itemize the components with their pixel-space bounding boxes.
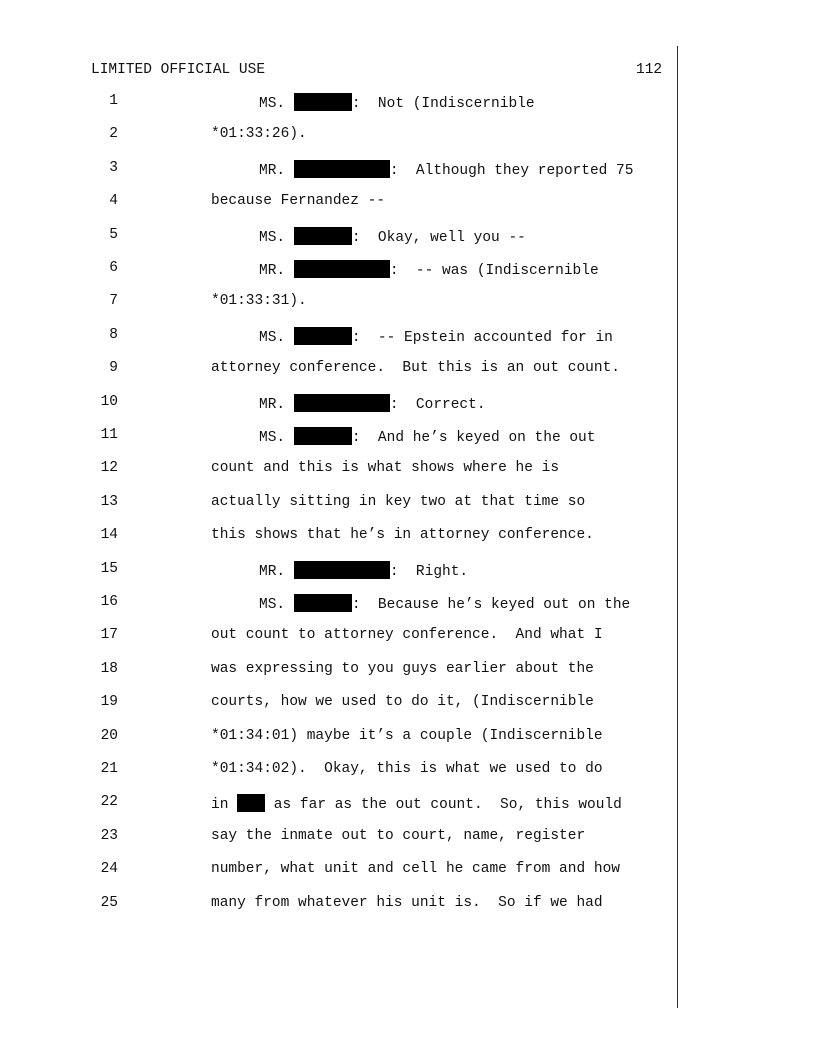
line-number: 4	[109, 193, 118, 210]
line-number: 23	[100, 827, 118, 844]
redaction-box	[294, 260, 390, 278]
line-number: 2	[109, 126, 118, 143]
redaction-box	[294, 160, 390, 178]
transcript-line	[0, 594, 680, 618]
line-number: 17	[100, 627, 118, 644]
line-text	[259, 227, 526, 246]
speaker-title: MR.	[259, 396, 294, 413]
line-number: 16	[100, 594, 118, 610]
transcript-line	[0, 93, 680, 117]
line-text	[259, 327, 613, 346]
classification-header: LIMITED OFFICIAL USE	[91, 62, 266, 78]
transcript-line	[0, 861, 680, 885]
spoken-text: : Because he’s keyed out on the	[351, 597, 631, 613]
redaction-box	[294, 227, 352, 245]
transcript-line	[0, 661, 680, 685]
transcript-line	[0, 794, 680, 818]
line-number: 8	[109, 326, 118, 343]
line-text: because Fernandez --	[211, 193, 386, 210]
line-number: 9	[109, 360, 118, 377]
transcript-line	[0, 460, 680, 484]
speaker-title: MR.	[259, 563, 294, 580]
redaction-box	[294, 594, 352, 612]
redaction-box	[294, 327, 352, 345]
line-number: 6	[109, 260, 118, 276]
line-text	[259, 594, 630, 613]
transcript-line	[0, 494, 680, 518]
line-text: many from whatever his unit is. So if we had	[211, 894, 603, 911]
redaction-box	[294, 93, 352, 111]
line-number: 5	[109, 226, 118, 243]
line-number: 14	[100, 527, 118, 544]
line-text: *01:33:31).	[211, 293, 307, 310]
line-number: 25	[100, 894, 118, 911]
line-number: 12	[100, 460, 118, 477]
line-number: 22	[100, 794, 118, 811]
transcript-line	[0, 694, 680, 718]
redaction-box	[237, 794, 265, 812]
line-number: 7	[109, 293, 118, 310]
transcript-line	[0, 627, 680, 651]
line-text	[259, 394, 486, 413]
transcript-line	[0, 561, 680, 585]
speaker-title: MS.	[259, 329, 294, 346]
line-text: *01:34:01) maybe it’s a couple (Indiscernible	[211, 727, 603, 744]
line-text: courts, how we used to do it, (Indiscernible	[211, 694, 594, 711]
transcript-line	[0, 193, 680, 217]
line-text	[259, 93, 535, 112]
line-text: attorney conference. But this is an out count.	[211, 360, 620, 377]
redaction-box	[294, 561, 390, 579]
speaker-title: MS.	[259, 229, 294, 246]
line-number: 10	[100, 393, 118, 410]
line-number: 19	[100, 694, 118, 711]
line-number: 13	[100, 493, 118, 510]
transcript-line	[0, 327, 680, 351]
transcript-line	[0, 828, 680, 852]
line-number: 11	[100, 427, 118, 443]
line-number: 21	[100, 761, 118, 777]
spoken-text: : And he’s keyed on the out	[351, 430, 596, 446]
spoken-text: : Okay, well you --	[351, 229, 526, 246]
transcript-line	[0, 260, 680, 284]
transcript-line	[0, 126, 680, 150]
transcript-line	[0, 895, 680, 919]
speaker-title: MS.	[259, 597, 294, 613]
page-number: 112	[636, 62, 663, 78]
line-text	[259, 561, 468, 580]
line-text: count and this is what shows where he is	[211, 460, 560, 477]
speaker-title: MS.	[259, 96, 294, 112]
speaker-title: MS.	[259, 430, 294, 446]
transcript-line	[0, 360, 680, 384]
transcript-line	[0, 527, 680, 551]
spoken-text: : Not (Indiscernible	[351, 96, 535, 112]
line-number: 1	[109, 93, 118, 109]
line-text	[259, 160, 633, 179]
speaker-title: MR.	[259, 162, 294, 179]
transcript-line	[0, 227, 680, 251]
transcript-line	[0, 160, 680, 184]
line-text: *01:34:02). Okay, this is what we used to do	[211, 761, 603, 777]
redaction-box	[294, 394, 390, 412]
transcript-line	[0, 728, 680, 752]
line-text: this shows that he’s in attorney conference.	[211, 527, 594, 544]
line-number: 15	[100, 560, 118, 577]
spoken-text: : Right.	[389, 563, 469, 580]
line-text: number, what unit and cell he came from and how	[211, 861, 620, 878]
speaker-title: MR.	[259, 263, 294, 279]
line-number: 18	[100, 660, 118, 677]
line-text: out count to attorney conference. And what I	[211, 627, 603, 644]
line-number: 24	[100, 861, 118, 878]
transcript-line	[0, 427, 680, 451]
spoken-text: : Correct.	[389, 396, 486, 413]
transcript-line	[0, 761, 680, 785]
spoken-text: : Although they reported 75	[389, 162, 634, 179]
transcript-line	[0, 394, 680, 418]
line-text	[259, 427, 595, 446]
line-text: actually sitting in key two at that time so	[211, 493, 586, 510]
spoken-text: : -- Epstein accounted for in	[351, 329, 613, 346]
spoken-text: in	[211, 797, 238, 814]
line-text	[259, 260, 599, 279]
line-number: 3	[109, 159, 118, 176]
transcript-line	[0, 293, 680, 317]
line-text: *01:33:26).	[211, 126, 307, 143]
line-text	[211, 794, 622, 813]
spoken-text: as far as the out count. So, this would	[265, 797, 622, 814]
line-text: say the inmate out to court, name, register	[211, 827, 586, 844]
line-number: 20	[100, 727, 118, 744]
line-text: was expressing to you guys earlier about the	[211, 660, 594, 677]
spoken-text: : -- was (Indiscernible	[389, 263, 599, 279]
redaction-box	[294, 427, 352, 445]
